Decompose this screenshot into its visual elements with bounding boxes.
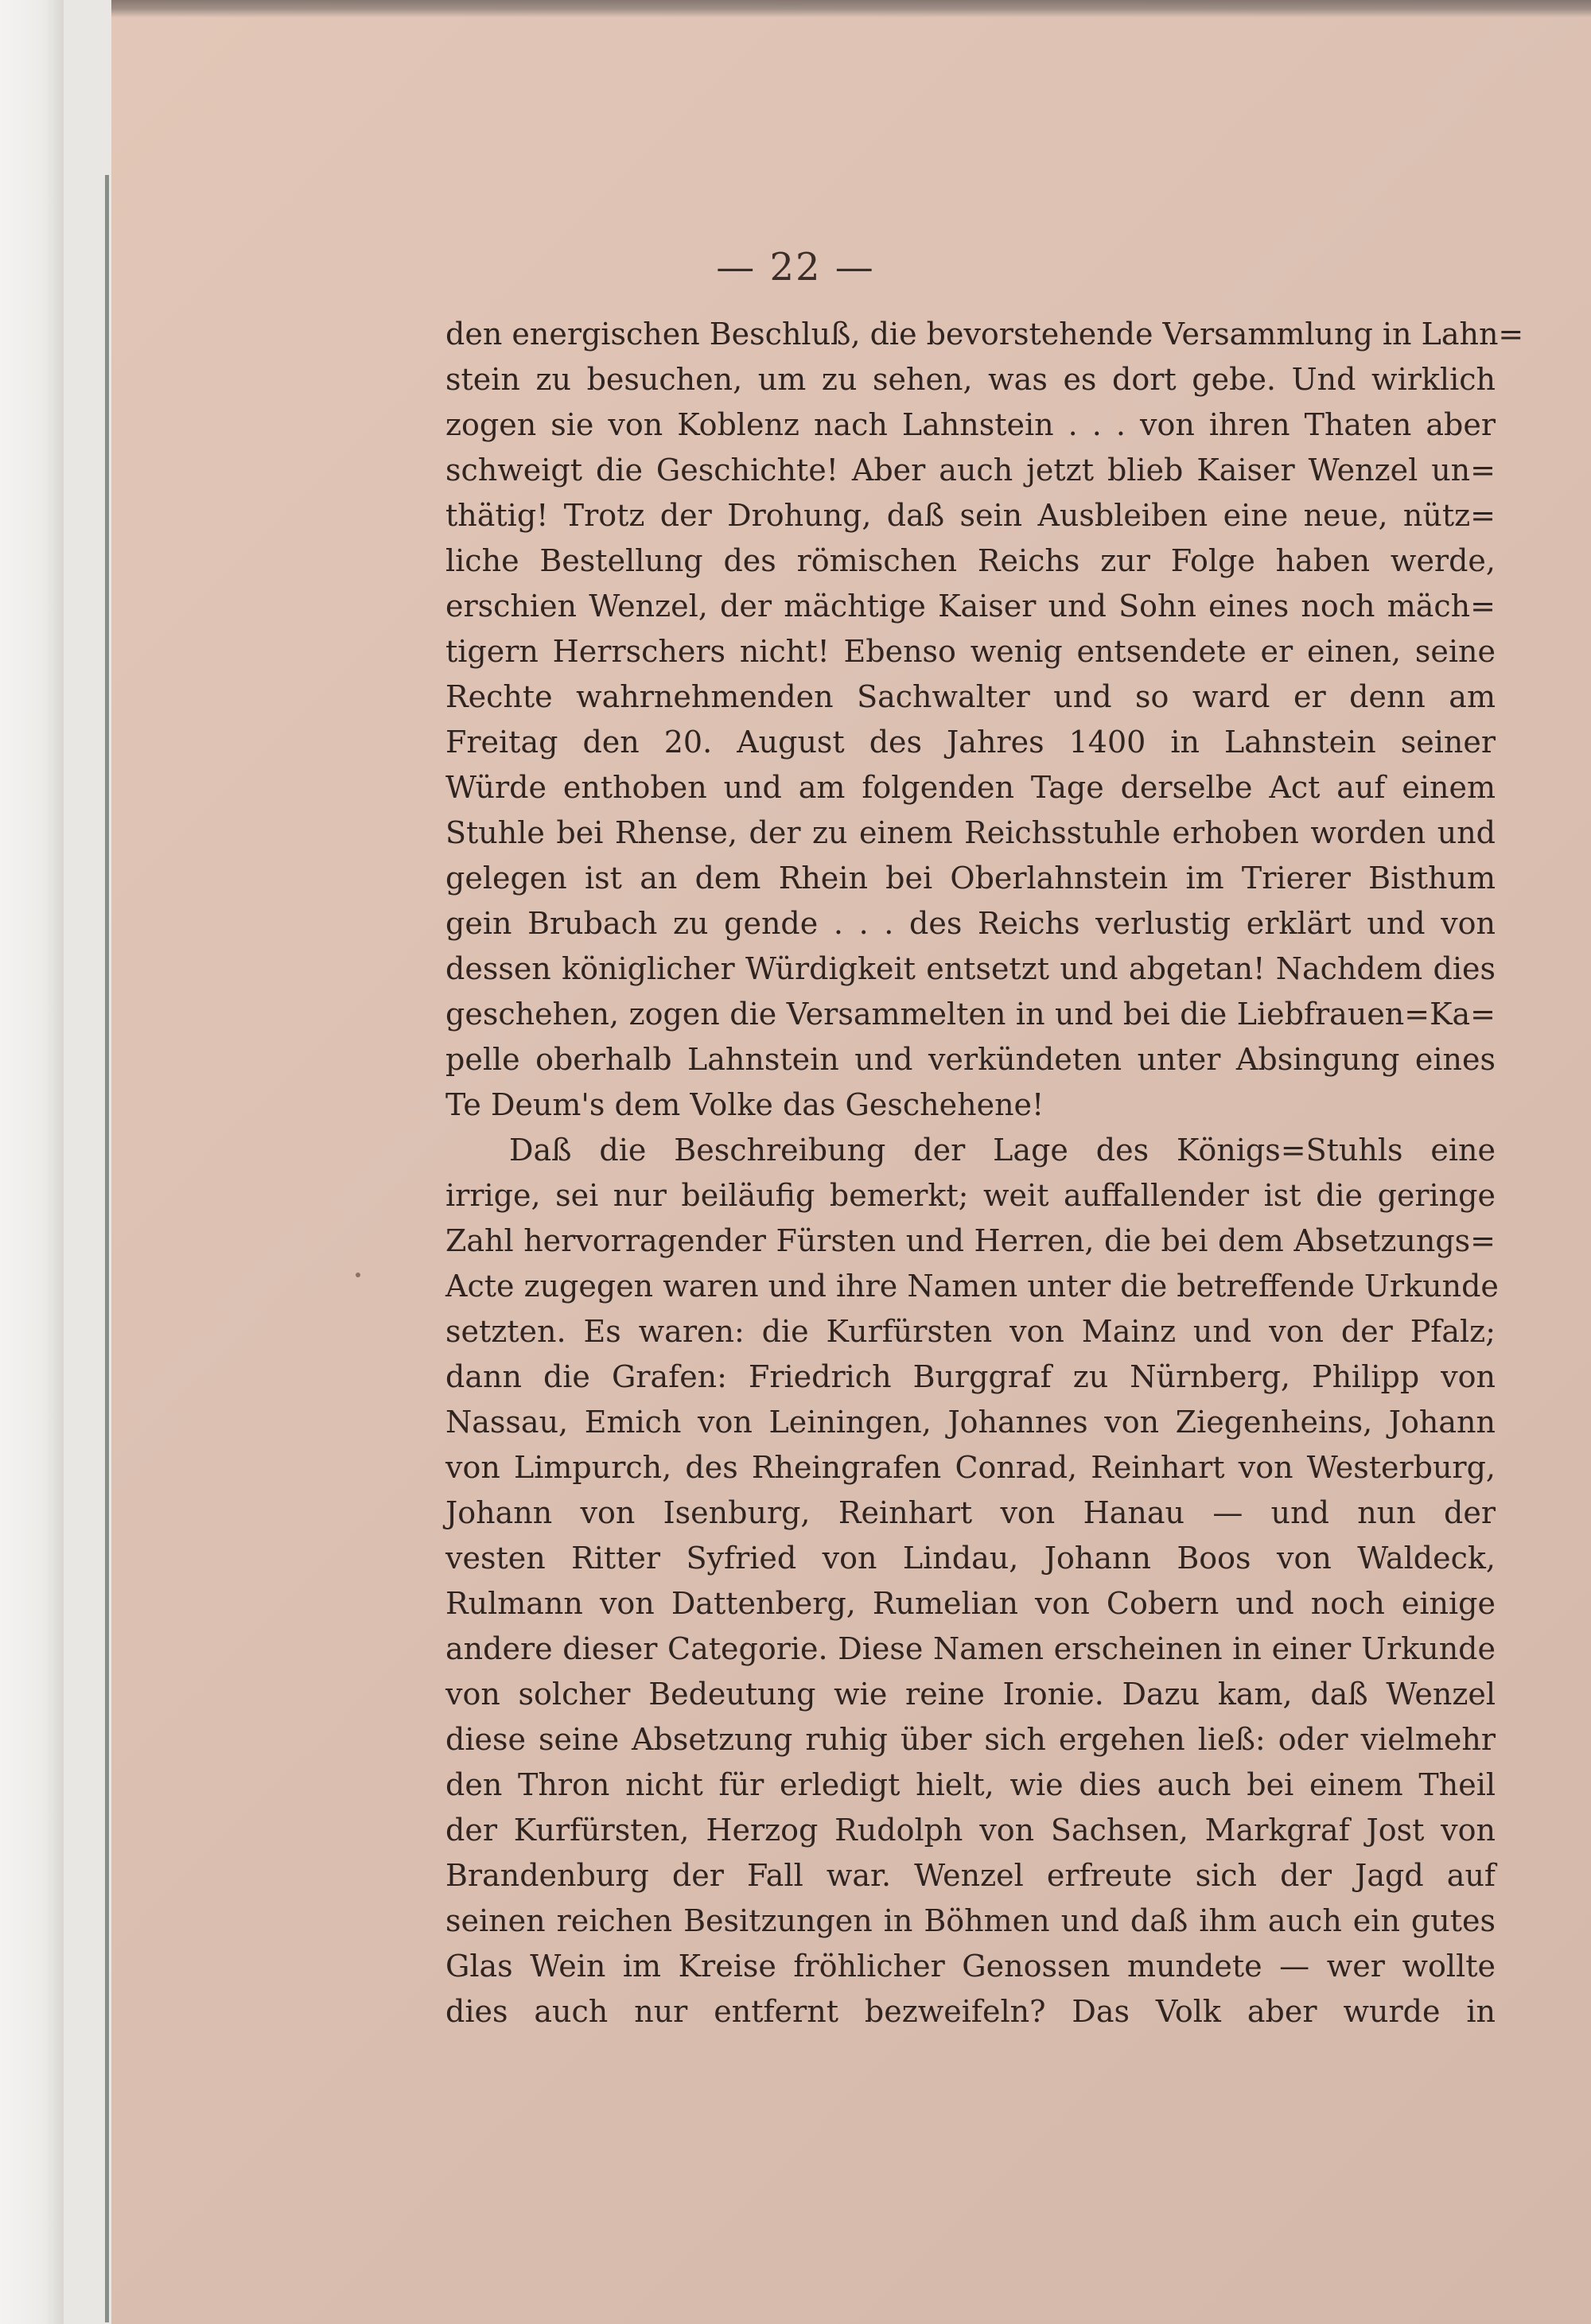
text-line: den energischen Beschluß, die bevorstehende Versammlung in Lahn= <box>445 317 1524 352</box>
text-line: andere dieser Categorie. Diese Namen erscheinen in einer Urkunde <box>445 1631 1496 1666</box>
scanner-margin <box>0 0 64 2324</box>
text-line: Freitag den 20. August des Jahres 1400 in Lahnstein seiner <box>445 725 1496 760</box>
text-line: stein zu besuchen, um zu sehen, was es dort gebe. Und wirklich <box>445 362 1496 397</box>
text-line: dies auch nur entfernt bezweifeln? Das Volk aber wurde in <box>445 1994 1496 2029</box>
text-line: Glas Wein im Kreise fröhlicher Genossen mundete — wer wollte <box>445 1949 1496 1984</box>
text-line: gelegen ist an dem Rhein bei Oberlahnstein im Trierer Bisthum <box>445 861 1496 896</box>
text-line: diese seine Absetzung ruhig über sich ergehen ließ: oder vielmehr <box>445 1722 1496 1757</box>
text-line: erschien Wenzel, der mächtige Kaiser und Sohn eines noch mäch= <box>445 589 1496 624</box>
text-line: der Kurfürsten, Herzog Rudolph von Sachsen, Markgraf Jost von <box>445 1813 1496 1848</box>
text-line: gein Brubach zu gende . . . des Reichs verlustig erklärt und von <box>445 906 1496 941</box>
text-line: irrige, sei nur beiläufig bemerkt; weit auffallender ist die geringe <box>445 1178 1496 1213</box>
text-line: Daß die Beschreibung der Lage des Königs=Stuhls eine <box>509 1133 1496 1168</box>
text-line: Würde enthoben und am folgenden Tage derselbe Act auf einem <box>445 770 1496 805</box>
text-line: Johann von Isenburg, Reinhart von Hanau — und nun der <box>445 1495 1496 1530</box>
text-line: zogen sie von Koblenz nach Lahnstein . . . von ihren Thaten aber <box>445 407 1496 442</box>
text-line: Te Deum's dem Volke das Geschehene! <box>445 1087 1044 1122</box>
text-line: Rulmann von Dattenberg, Rumelian von Cobern und noch einige <box>445 1586 1496 1621</box>
text-line: geschehen, zogen die Versammelten in und bei die Liebfrauen=Ka= <box>445 997 1496 1032</box>
text-line: tigern Herrschers nicht! Ebenso wenig entsendete er einen, seine <box>445 634 1496 669</box>
text-line: vesten Ritter Syfried von Lindau, Johann Boos von Waldeck, <box>445 1541 1496 1576</box>
text-line: von Limpurch, des Rheingrafen Conrad, Reinhart von Westerburg, <box>445 1450 1496 1485</box>
body-text <box>445 312 1524 2034</box>
text-line: dessen königlicher Würdigkeit entsetzt und abgetan! Nachdem dies <box>445 951 1496 986</box>
paragraph-2 <box>445 1128 1499 2034</box>
book-spine-edge <box>105 175 109 2322</box>
text-line: pelle oberhalb Lahnstein und verkündeten unter Absingung eines <box>445 1042 1496 1077</box>
text-line: setzten. Es waren: die Kurfürsten von Mainz und von der Pfalz; <box>445 1314 1496 1349</box>
text-line: liche Bestellung des römischen Reichs zur Folge haben werde, <box>445 543 1496 578</box>
text-line: von solcher Bedeutung wie reine Ironie. Dazu kam, daß Wenzel <box>445 1677 1496 1712</box>
page-number: — 22 — <box>716 245 875 290</box>
text-line: dann die Grafen: Friedrich Burggraf zu Nürnberg, Philipp von <box>445 1359 1496 1394</box>
page-top-shadow <box>111 0 1591 17</box>
text-line: Brandenburg der Fall war. Wenzel erfreute sich der Jagd auf <box>445 1858 1496 1893</box>
text-line: schweigt die Geschichte! Aber auch jetzt blieb Kaiser Wenzel un= <box>445 453 1496 488</box>
text-line: thätig! Trotz der Drohung, daß sein Ausbleiben eine neue, nütz= <box>445 498 1496 533</box>
text-line: Zahl hervorragender Fürsten und Herren, die bei dem Absetzungs= <box>445 1223 1496 1258</box>
text-line: seinen reichen Besitzungen in Böhmen und daß ihm auch ein gutes <box>445 1903 1496 1938</box>
text-line: Acte zugegen waren und ihre Namen unter die betreffende Urkunde <box>445 1269 1499 1304</box>
text-line: Nassau, Emich von Leiningen, Johannes von Ziegenheins, Johann <box>445 1405 1496 1440</box>
text-line: den Thron nicht für erledigt hielt, wie dies auch bei einem Theil <box>445 1767 1496 1802</box>
text-line: Stuhle bei Rhense, der zu einem Reichsstuhle erhoben worden und <box>445 815 1496 850</box>
paper-speck <box>356 1273 360 1277</box>
text-line: Rechte wahrnehmenden Sachwalter und so ward er denn am <box>445 679 1496 714</box>
paragraph-1 <box>445 312 1524 1128</box>
